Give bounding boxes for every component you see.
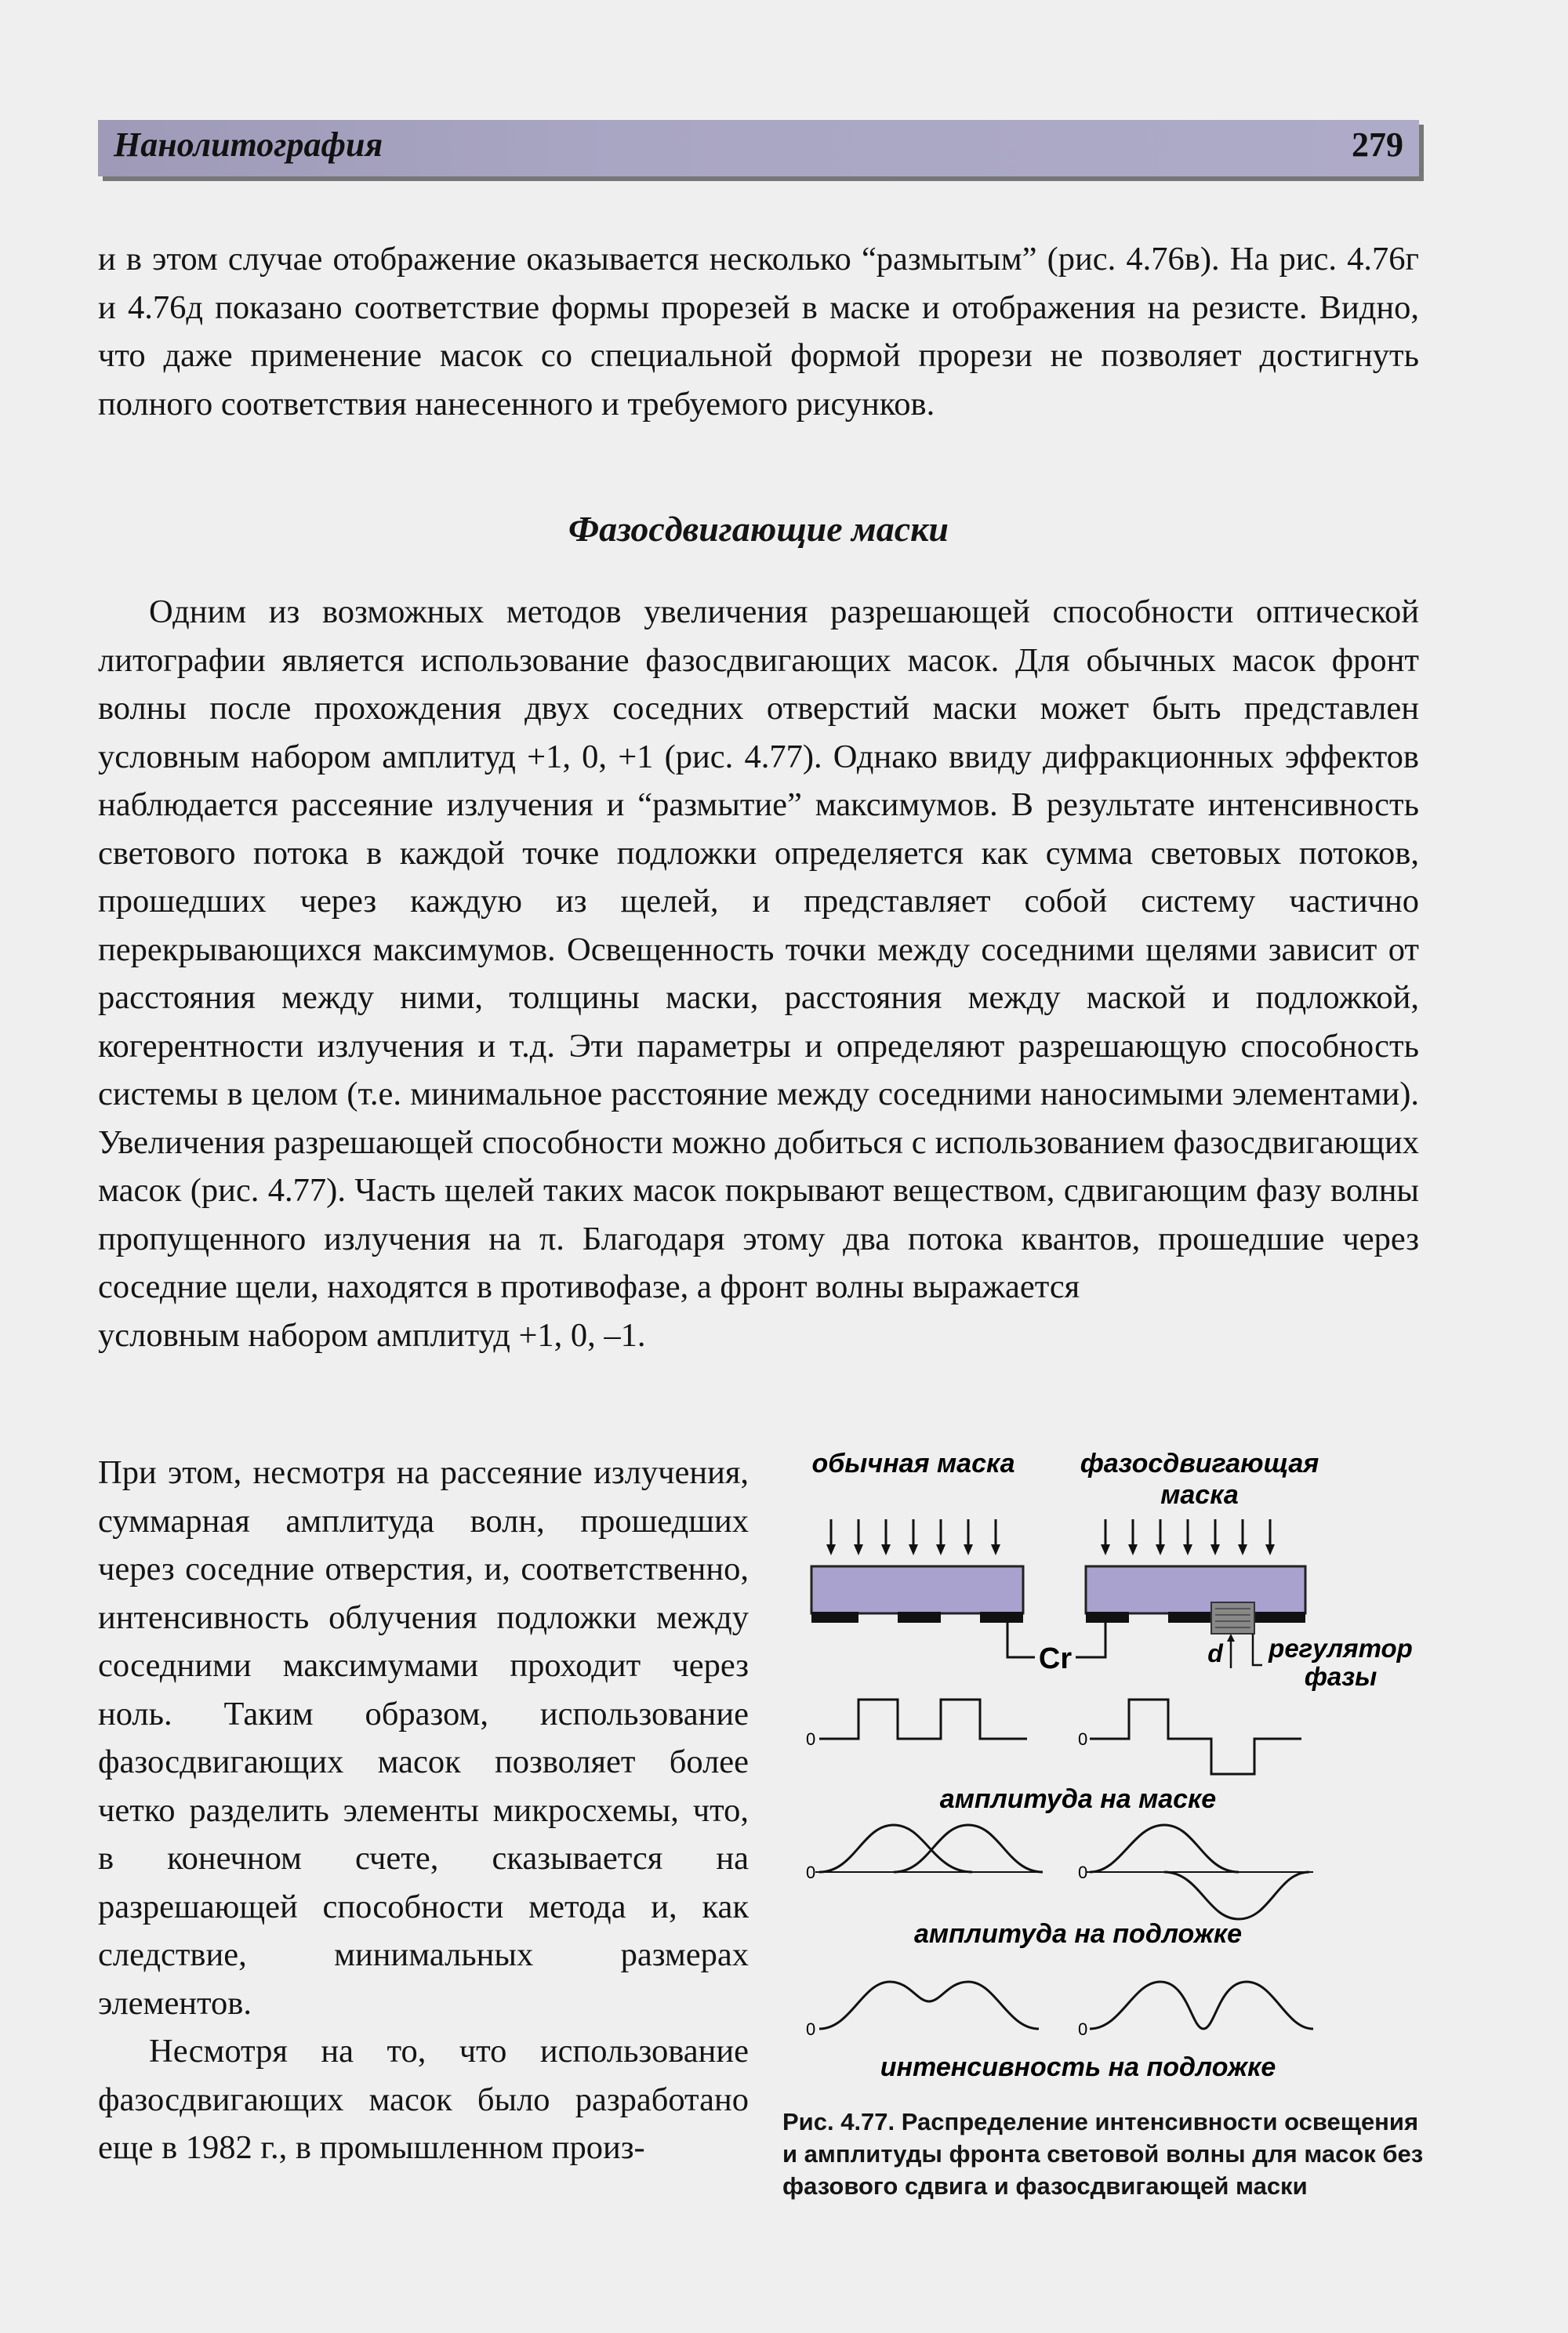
zero-label: 0 [1078,1729,1088,1749]
light-arrow [1210,1519,1220,1555]
intensity-phase-curve [1090,1982,1313,2029]
arrows-normal-mask [826,1519,1000,1555]
light-arrow [1265,1519,1275,1555]
amplitude-substrate-phase-wave-1 [1090,1825,1239,1872]
amplitude-mask-normal-curve [819,1700,1027,1739]
running-header [98,120,1419,176]
phase-mask-substrate [1086,1566,1305,1613]
light-arrow [909,1519,918,1555]
cr-leader-left [1007,1623,1035,1657]
light-arrow [964,1519,973,1555]
light-arrow [991,1519,1000,1555]
light-arrow [1156,1519,1165,1555]
main-paragraph-block [98,588,1419,1359]
zero-label: 0 [806,1863,816,1882]
figure-caption-number: Рис. 4.77. [782,2108,895,2135]
intensity-normal-curve [819,1982,1039,2029]
normal-mask-substrate [811,1566,1023,1613]
last-paragraph: Несмотря на то, что использование фазосдвигающих масок было разработано еще в 1982 г., в промышленном произ- [98,2033,749,2166]
amplitude-substrate-normal-wave-2 [894,1825,1043,1872]
chrome-strip [1086,1612,1129,1623]
light-arrow [1128,1519,1138,1555]
intro-paragraph-block [98,235,1419,428]
amplitude-mask-phase-curve [1090,1700,1301,1774]
zero-label: 0 [1078,1863,1088,1882]
page-number: 279 [1352,125,1403,164]
label-regulator-2: фазы [1304,1662,1377,1691]
label-phase-mask-1: фазосдвигающая [1080,1449,1319,1479]
label-intensity: интенсивность на подложке [880,2052,1276,2082]
amplitude-substrate-phase-wave-2 [1164,1872,1309,1919]
label-amplitude-substrate: амплитуда на подложке [913,1919,1243,1949]
narrow-text-column [98,1449,749,2172]
zero-label: 0 [806,1729,816,1749]
chrome-strip [1254,1612,1305,1623]
chrome-strip [1168,1612,1211,1623]
d-marker-arrow [1227,1634,1235,1642]
label-regulator-1: регулятор [1269,1634,1413,1663]
section-title: Фазосдвигающие маски [568,509,949,549]
main-paragraph: Одним из возможных методов увеличения разрешающей способности оптической литографии является использование фазосдвигающих масок. Для обычных масок фронт волны после прохождения двух соседних отверстий маски может быть представлен условным набором амплитуд +1, 0, +1 (рис. 4.77). Однако ввиду дифракционных эффектов наблюдается рассеяние излучения и “размытие” максимумов. В результате интенсивность светового потока в каждой точке подложки определяется как сумма световых потоков, прошедших через каждую из щелей, и представляет собой систему частично перекрывающихся максимумов. Освещенность точки между соседними щелями зависит от расстояния между ними, толщины маски, расстояния между маской и подложкой, когерентности излучения и т.д. Эти параметры и определяют разрешающую способность системы в целом (т.е. минимальное расстояние между соседними наносимыми элементами). Увеличения разрешающей способности можно добиться с использованием фазосдвигающих масок (рис. 4.77). Часть щелей таких масок покрывают веществом, сдвигающим фазу волны пропущенного излучения на π. Благодаря этому два потока квантов, прошедшие через соседние щели, находятся в противофазе, а фронт волны выражается [98,593,1419,1305]
zero-label: 0 [1078,2019,1088,2039]
figure-caption-text: Распределение интенсивности освещения и амплитуды фронта световой волны для масок без фазового сдвига и фазосдвигающей маски [782,2108,1424,2200]
light-arrow [936,1519,946,1555]
main-paragraph-last-line: условным набором амплитуд +1, 0, –1. [98,1316,646,1354]
chrome-strip [811,1612,858,1623]
figure-caption [782,2106,1433,2202]
intro-paragraph: и в этом случае отображение оказывается несколько “размытым” (рис. 4.76в). На рис. 4.76г и 4.76д показано соответствие формы прорезей в маске и отображения на резисте. Видно, что даже применение масок со специальной формой прорези не позволяет достигнуть полного соответствия нанесенного и требуемого рисунков. [98,241,1419,423]
arrows-phase-mask [1101,1519,1275,1555]
label-cr: Cr [1038,1642,1073,1675]
chrome-strip [898,1612,941,1623]
label-normal-mask: обычная маска [811,1449,1015,1479]
light-arrow [854,1519,863,1555]
phase-shifter-layer [1211,1602,1254,1634]
light-arrow [881,1519,891,1555]
light-arrow [1183,1519,1192,1555]
regulator-leader [1253,1634,1262,1665]
label-amplitude-mask: амплитуда на маске [939,1784,1217,1814]
figure-diagram [776,1441,1435,2099]
chrome-strip [980,1612,1023,1623]
narrow-paragraph: При этом, несмотря на рассеяние излучения, суммарная амплитуда волн, прошедших через соседние отверстия, и, соответственно, интенсивность облучения подложки между соседними максимумами проходит через ноль. Таким образом, использование фазосдвигающих масок позволяет более четко разделить элементы микросхемы, что, в конечном счете, сказывается на разрешающей способности метода и, как следствие, минимальных размерах элементов. [98,1454,749,2022]
zero-label: 0 [806,2019,816,2039]
light-arrow [826,1519,836,1555]
cr-leader-right [1076,1623,1105,1657]
label-d: d [1207,1639,1223,1667]
light-arrow [1238,1519,1247,1555]
light-arrow [1101,1519,1110,1555]
running-header-title: Нанолитография [114,125,383,164]
label-phase-mask-2: маска [1160,1480,1239,1510]
